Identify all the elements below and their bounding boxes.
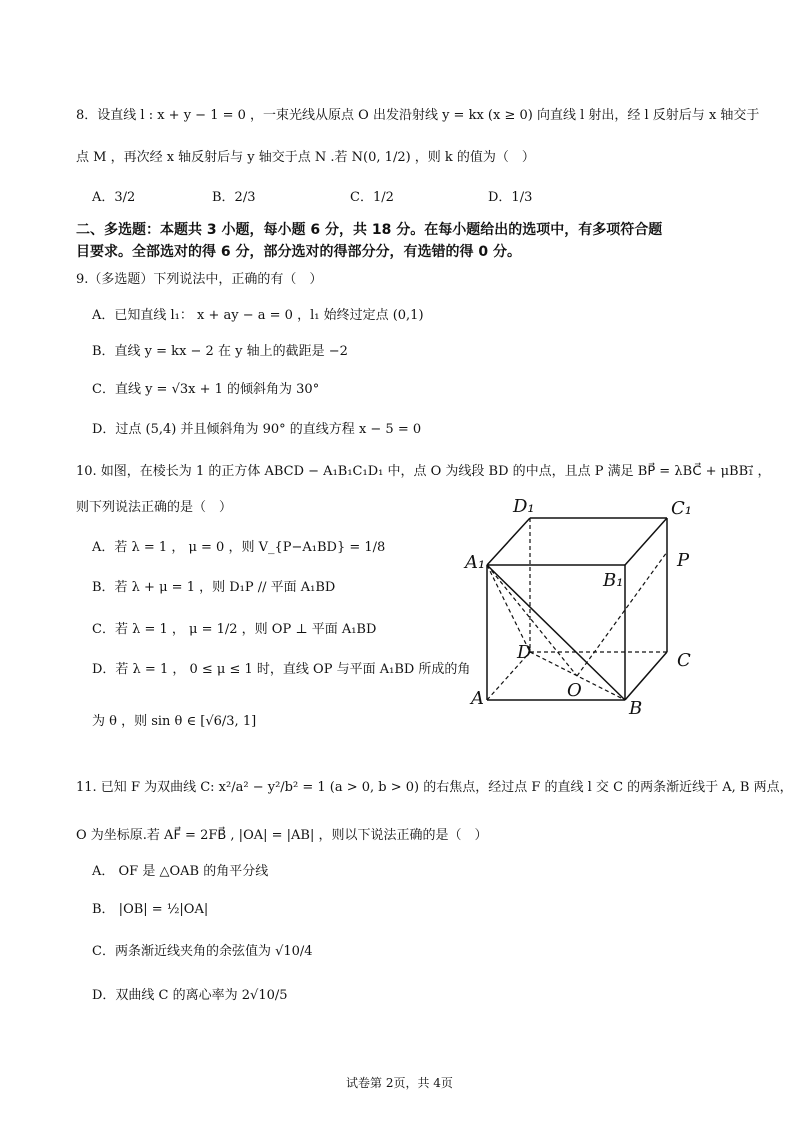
q11-stem-line2: O 为坐标原.若 AF⃗ = 2FB⃗ , |OA| = |AB| ，则以下说法正确的是（ ） [76, 828, 488, 843]
q8-stem-line1: 8．设直线 l : x + y − 1 = 0 ，一束光线从原点 O 出发沿射线 y = kx (x ≥ 0) 向直线 l 射出，经 l 反射后与 x 轴交于 [76, 108, 760, 123]
q10-option-a: A．若 λ = 1 ， μ = 0 ，则 V_{P−A₁BD} = 1/8 [92, 540, 386, 555]
q9-stem: 9.（多选题）下列说法中，正确的有（ ） [76, 272, 323, 287]
edge-b-c [625, 652, 667, 700]
q11-option-b: B． |OB| = ½|OA| [92, 902, 209, 917]
q9-option-d: D．过点 (5,4) 并且倾斜角为 90° 的直线方程 x − 5 = 0 [92, 422, 422, 437]
label-b: B [629, 698, 643, 719]
label-o: O [567, 680, 582, 701]
label-b1: B₁ [603, 570, 624, 591]
label-p: P [677, 550, 690, 571]
label-a1: A₁ [465, 552, 486, 573]
q8-option-c: C．1/2 [350, 190, 394, 205]
q10-stem-line1: 10. 如图，在棱长为 1 的正方体 ABCD − A₁B₁C₁D₁ 中，点 O 为线段 BD 的中点，且点 P 满足 BP⃗ = λBC⃗ + μBB₁⃗ ， [76, 464, 771, 479]
q10-option-d-line2: 为 θ ，则 sin θ ∈ [√6/3, 1] [92, 714, 257, 729]
q11-option-a: A． OF 是 △OAB 的角平分线 [92, 864, 269, 879]
q9-option-a: A．已知直线 l₁： x + ay − a = 0 ，l₁ 始终过定点 (0,1) [92, 308, 424, 323]
edge-b1-c1 [625, 518, 667, 565]
label-d1: D₁ [513, 496, 535, 517]
q9-option-b: B．直线 y = kx − 2 在 y 轴上的截距是 −2 [92, 344, 348, 359]
cube-figure [455, 490, 715, 720]
section-header-line2: 目要求。全部选对的得 6 分，部分选对的得部分分，有选错的得 0 分。 [76, 244, 521, 260]
q8-option-b: B．2/3 [212, 190, 256, 205]
segment-a1-o [487, 565, 577, 676]
q11-option-c: C．两条渐近线夹角的余弦值为 √10/4 [92, 944, 313, 959]
q10-option-b: B．若 λ + μ = 1 ，则 D₁P // 平面 A₁BD [92, 580, 336, 595]
q10-stem-line2: 则下列说法正确的是（ ） [76, 500, 233, 515]
q11-stem-line1: 11. 已知 F 为双曲线 C: x²/a² − y²/b² = 1 (a > 0, b > 0) 的右焦点，经过点 F 的直线 l 交 C 的两条渐近线于 A, B 两点， [76, 780, 793, 795]
q10-option-d-line1: D．若 λ = 1 ， 0 ≤ μ ≤ 1 时，直线 OP 与平面 A₁BD 所成的角 [92, 662, 471, 677]
q10-option-c: C．若 λ = 1 ， μ = 1/2 ，则 OP ⊥ 平面 A₁BD [92, 622, 377, 637]
q8-stem-line2: 点 M ，再次经 x 轴反射后与 y 轴交于点 N .若 N(0, 1/2) ，则 k 的值为（ ） [76, 150, 535, 165]
edge-a1-d1 [487, 518, 530, 565]
label-c1: C₁ [671, 498, 692, 519]
section-header-line1: 二、多选题：本题共 3 小题，每小题 6 分，共 18 分。在每小题给出的选项中，有多项符合题 [76, 222, 663, 238]
q8-option-a: A．3/2 [92, 190, 136, 205]
q8-option-d: D．1/3 [488, 190, 533, 205]
segment-a1-d [487, 565, 530, 652]
label-a: A [471, 688, 484, 709]
label-d: D [517, 642, 532, 663]
q9-option-c: C．直线 y = √3x + 1 的倾斜角为 30° [92, 382, 320, 397]
label-c: C [677, 650, 691, 671]
page-footer: 试卷第 2页，共 4页 [346, 1076, 453, 1090]
q11-option-d: D．双曲线 C 的离心率为 2√10/5 [92, 988, 288, 1003]
